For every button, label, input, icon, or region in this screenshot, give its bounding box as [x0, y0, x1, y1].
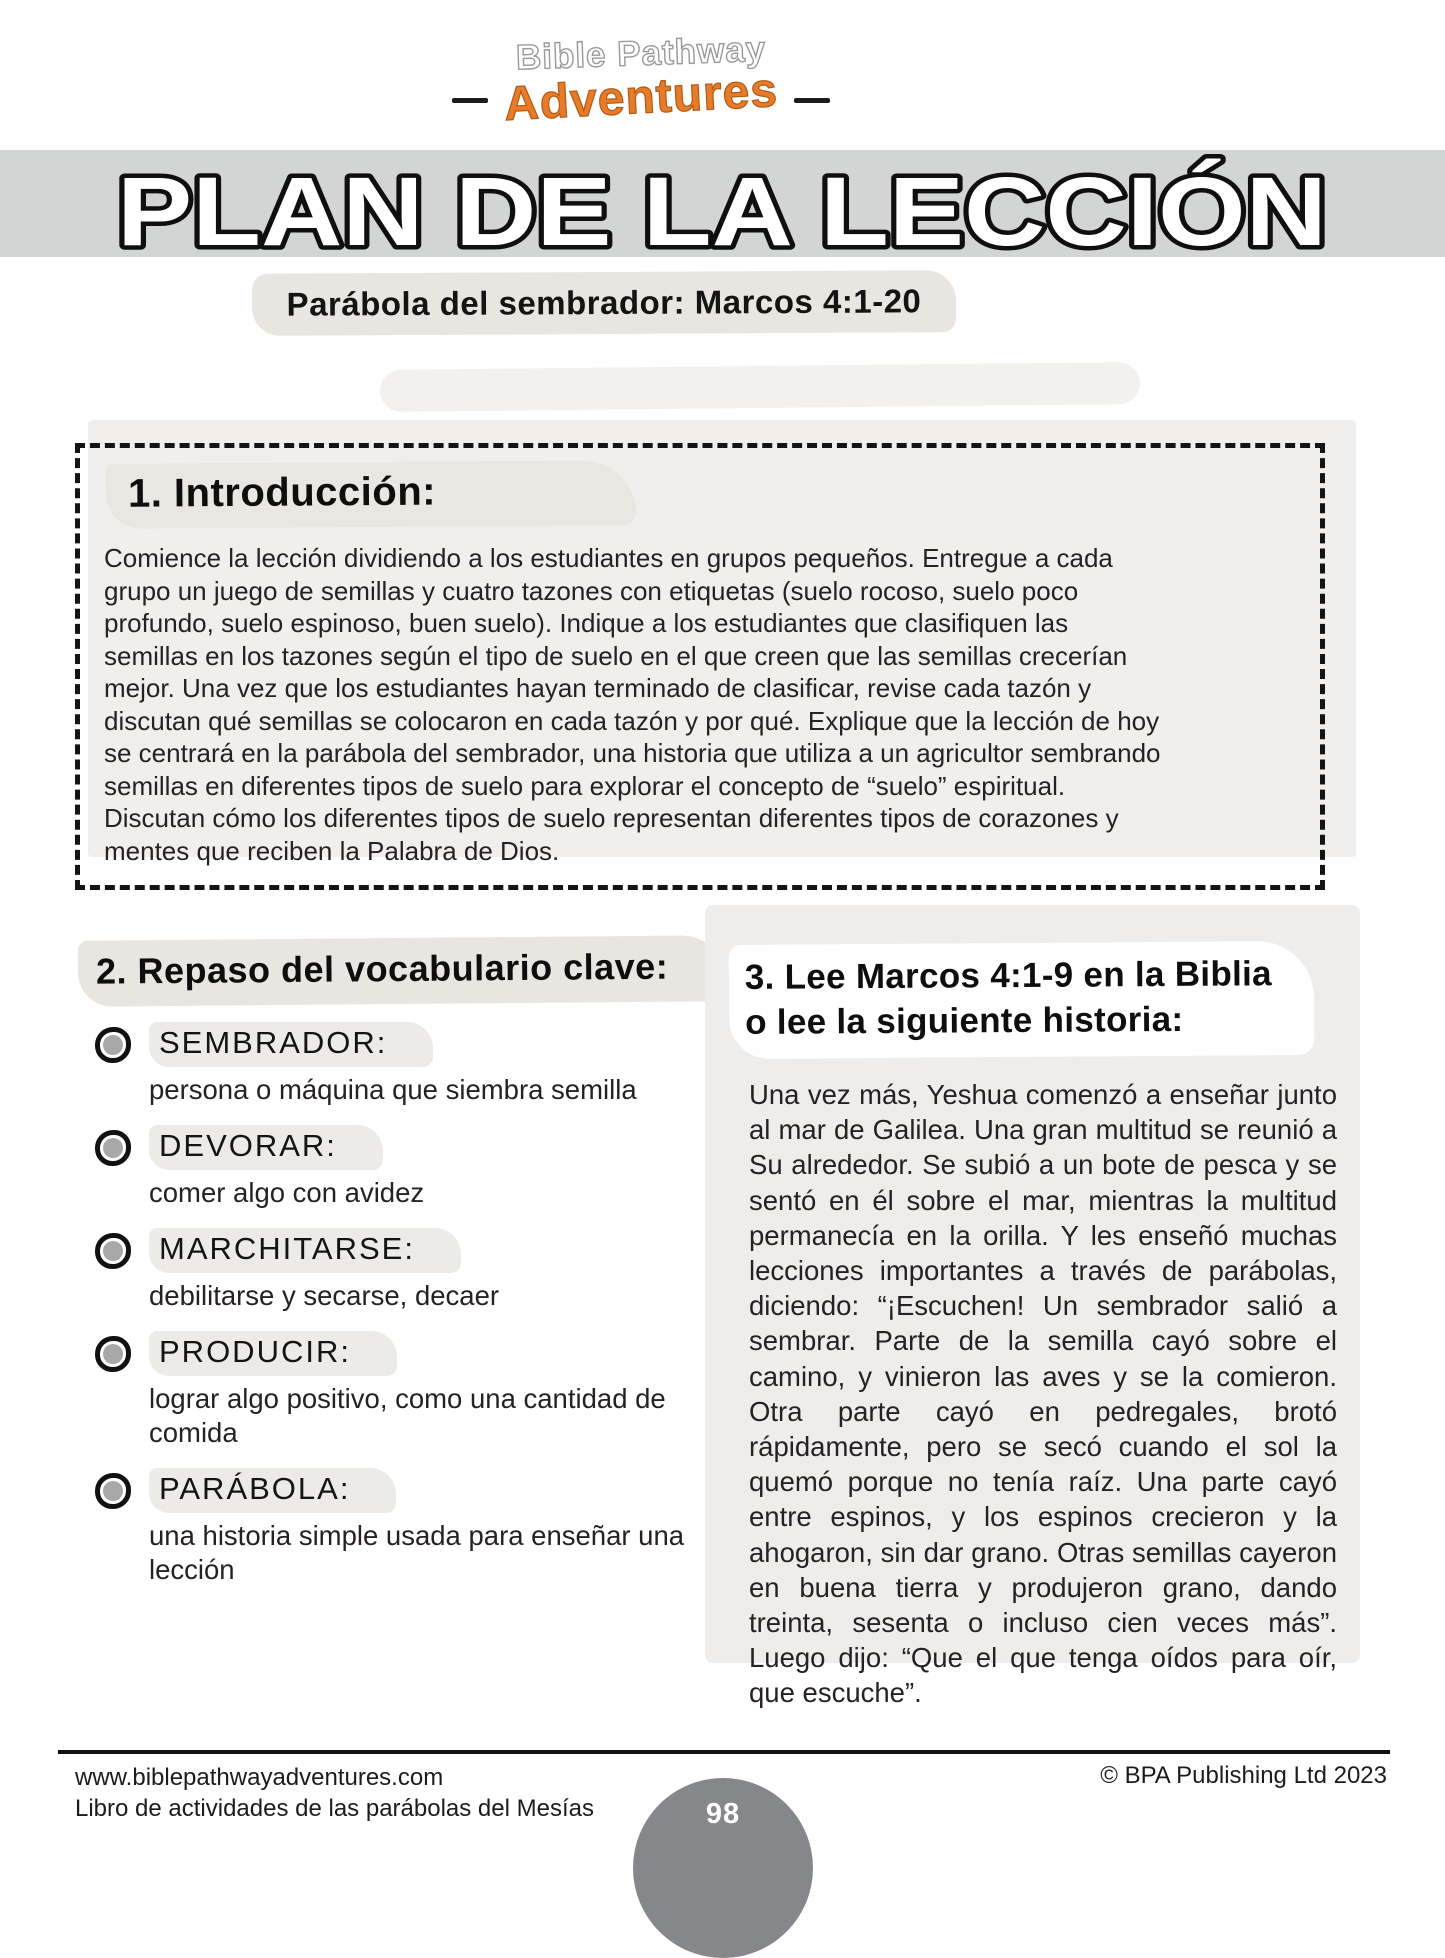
intro-heading-highlight [106, 460, 636, 529]
vocab-term-row [95, 1468, 705, 1513]
vocab-term-row [95, 1331, 705, 1376]
page-number-badge [633, 1778, 813, 1958]
background-smudge [380, 362, 1140, 412]
footer-website: www.biblepathwayadventures.com [75, 1764, 444, 1791]
vocab-definition: persona o máquina que siembra semilla [149, 1074, 637, 1105]
vocab-definition: lograr algo positivo, como una cantidad de comida [149, 1383, 666, 1448]
footer-book-title: Libro de actividades de las parábolas del Mesías [75, 1795, 594, 1822]
title-banner [0, 150, 1445, 257]
reading-heading-line1: 3. Lee Marcos 4:1-9 en la Biblia [744, 954, 1272, 997]
footer-divider [58, 1750, 1390, 1754]
vocab-term: MARCHITARSE: [149, 1228, 461, 1273]
ring-dot-bullet-icon [95, 1336, 131, 1372]
vocab-term: SEMBRADOR: [149, 1022, 433, 1067]
footer-left [75, 1762, 594, 1824]
logo-line2: Adventures [502, 63, 780, 132]
vocab-item [95, 1468, 705, 1587]
ring-dot-bullet-icon [95, 1027, 131, 1063]
vocab-term-row [95, 1022, 705, 1067]
intro-paragraph: Comience la lección dividiendo a los estudiantes en grupos pequeños. Entregue a cada grupo un juego de semillas y cuatro tazones con etiquetas (suelo rocoso, suelo poco profundo, suelo espinoso, buen suelo). Indique a los estudiantes que clasifiquen las semillas en los tazones según el tipo de suelo en el que creen que las semillas crecerían mejor. Una vez que los estudiantes hayan terminado de clasificar, revise cada tazón y discutan qué semillas se colocaron en cada tazón y por qué. Explique que la lección de hoy se centrará en la parábola del sembrador, una historia que utiliza a un agricultor sembrando semillas en diferentes tipos de suelo para explorar el concepto de “suelo” espiritual. Discutan cómo los diferentes tipos de suelo representan diferentes tipos de corazones y mentes que reciben la Palabra de Dios. [104, 543, 1161, 866]
subtitle-highlight [252, 270, 956, 336]
logo-line1: Bible Pathway [515, 29, 767, 78]
ring-dot-bullet-icon [95, 1473, 131, 1509]
vocab-item [95, 1228, 705, 1313]
reading-heading-line2: o lee la siguiente historia: [745, 999, 1184, 1042]
vocab-heading-highlight [78, 935, 727, 1007]
vocab-heading: 2. Repaso del vocabulario clave: [95, 945, 669, 992]
logo-text [502, 29, 780, 132]
reading-heading-highlight [729, 941, 1315, 1059]
footer-copyright: © BPA Publishing Ltd 2023 [1100, 1762, 1387, 1789]
vocab-item [95, 1331, 705, 1450]
story-paragraph: Una vez más, Yeshua comenzó a enseñar junto al mar de Galilea. Una gran multitud se reunió a Su alrededor. Se subió a un bote de pesca y se sentó en él sobre el mar, mientras la multitud permanecía en la orilla. Y les enseñó muchas lecciones importantes a través de parábolas, diciendo: “¡Escuchen! Un sembrador salió a sembrar. Parte de la semilla cayó sobre el camino, y vinieron las aves y se la comieron. Otra parte cayó en pedregales, brotó rápidamente, pero se secó cuando el sol la quemó porque no tenía raíz. Una parte cayó entre espinos, y los espinos crecieron y la ahogaron, sin dar grano. Otras semillas cayeron en buena tierra y produjeron grano, dando treinta, sesenta o incluso cien veces más”. Luego dijo: “Que el que tenga oídos para oír, que escuche”. [749, 1079, 1337, 1709]
logo-dash-left-icon [452, 98, 488, 103]
intro-section [75, 443, 1325, 890]
vocab-list [95, 1022, 705, 1605]
vocab-item [95, 1125, 705, 1210]
vocab-definition: debilitarse y secarse, decaer [149, 1280, 500, 1311]
lesson-subtitle: Parábola del sembrador: Marcos 4:1-20 [286, 282, 922, 323]
vocab-definition: comer algo con avidez [149, 1177, 425, 1208]
intro-heading: 1. Introducción: [127, 469, 437, 516]
logo-dash-right-icon [794, 98, 830, 103]
brand-logo [452, 29, 830, 132]
vocab-definition: una historia simple usada para enseñar una lección [149, 1520, 685, 1585]
vocab-term-row [95, 1228, 705, 1273]
vocab-term-row [95, 1125, 705, 1170]
reading-section [705, 905, 1360, 1709]
vocab-term: DEVORAR: [149, 1125, 383, 1170]
vocab-item [95, 1022, 705, 1107]
ring-dot-bullet-icon [95, 1130, 131, 1166]
page-number: 98 [705, 1798, 741, 1830]
vocab-term: PARÁBOLA: [149, 1468, 396, 1513]
banner-title-svg [0, 150, 1445, 257]
ring-dot-bullet-icon [95, 1233, 131, 1269]
page-title: PLAN DE LA LECCIÓN [117, 157, 1327, 257]
vocab-term: PRODUCIR: [149, 1331, 397, 1376]
